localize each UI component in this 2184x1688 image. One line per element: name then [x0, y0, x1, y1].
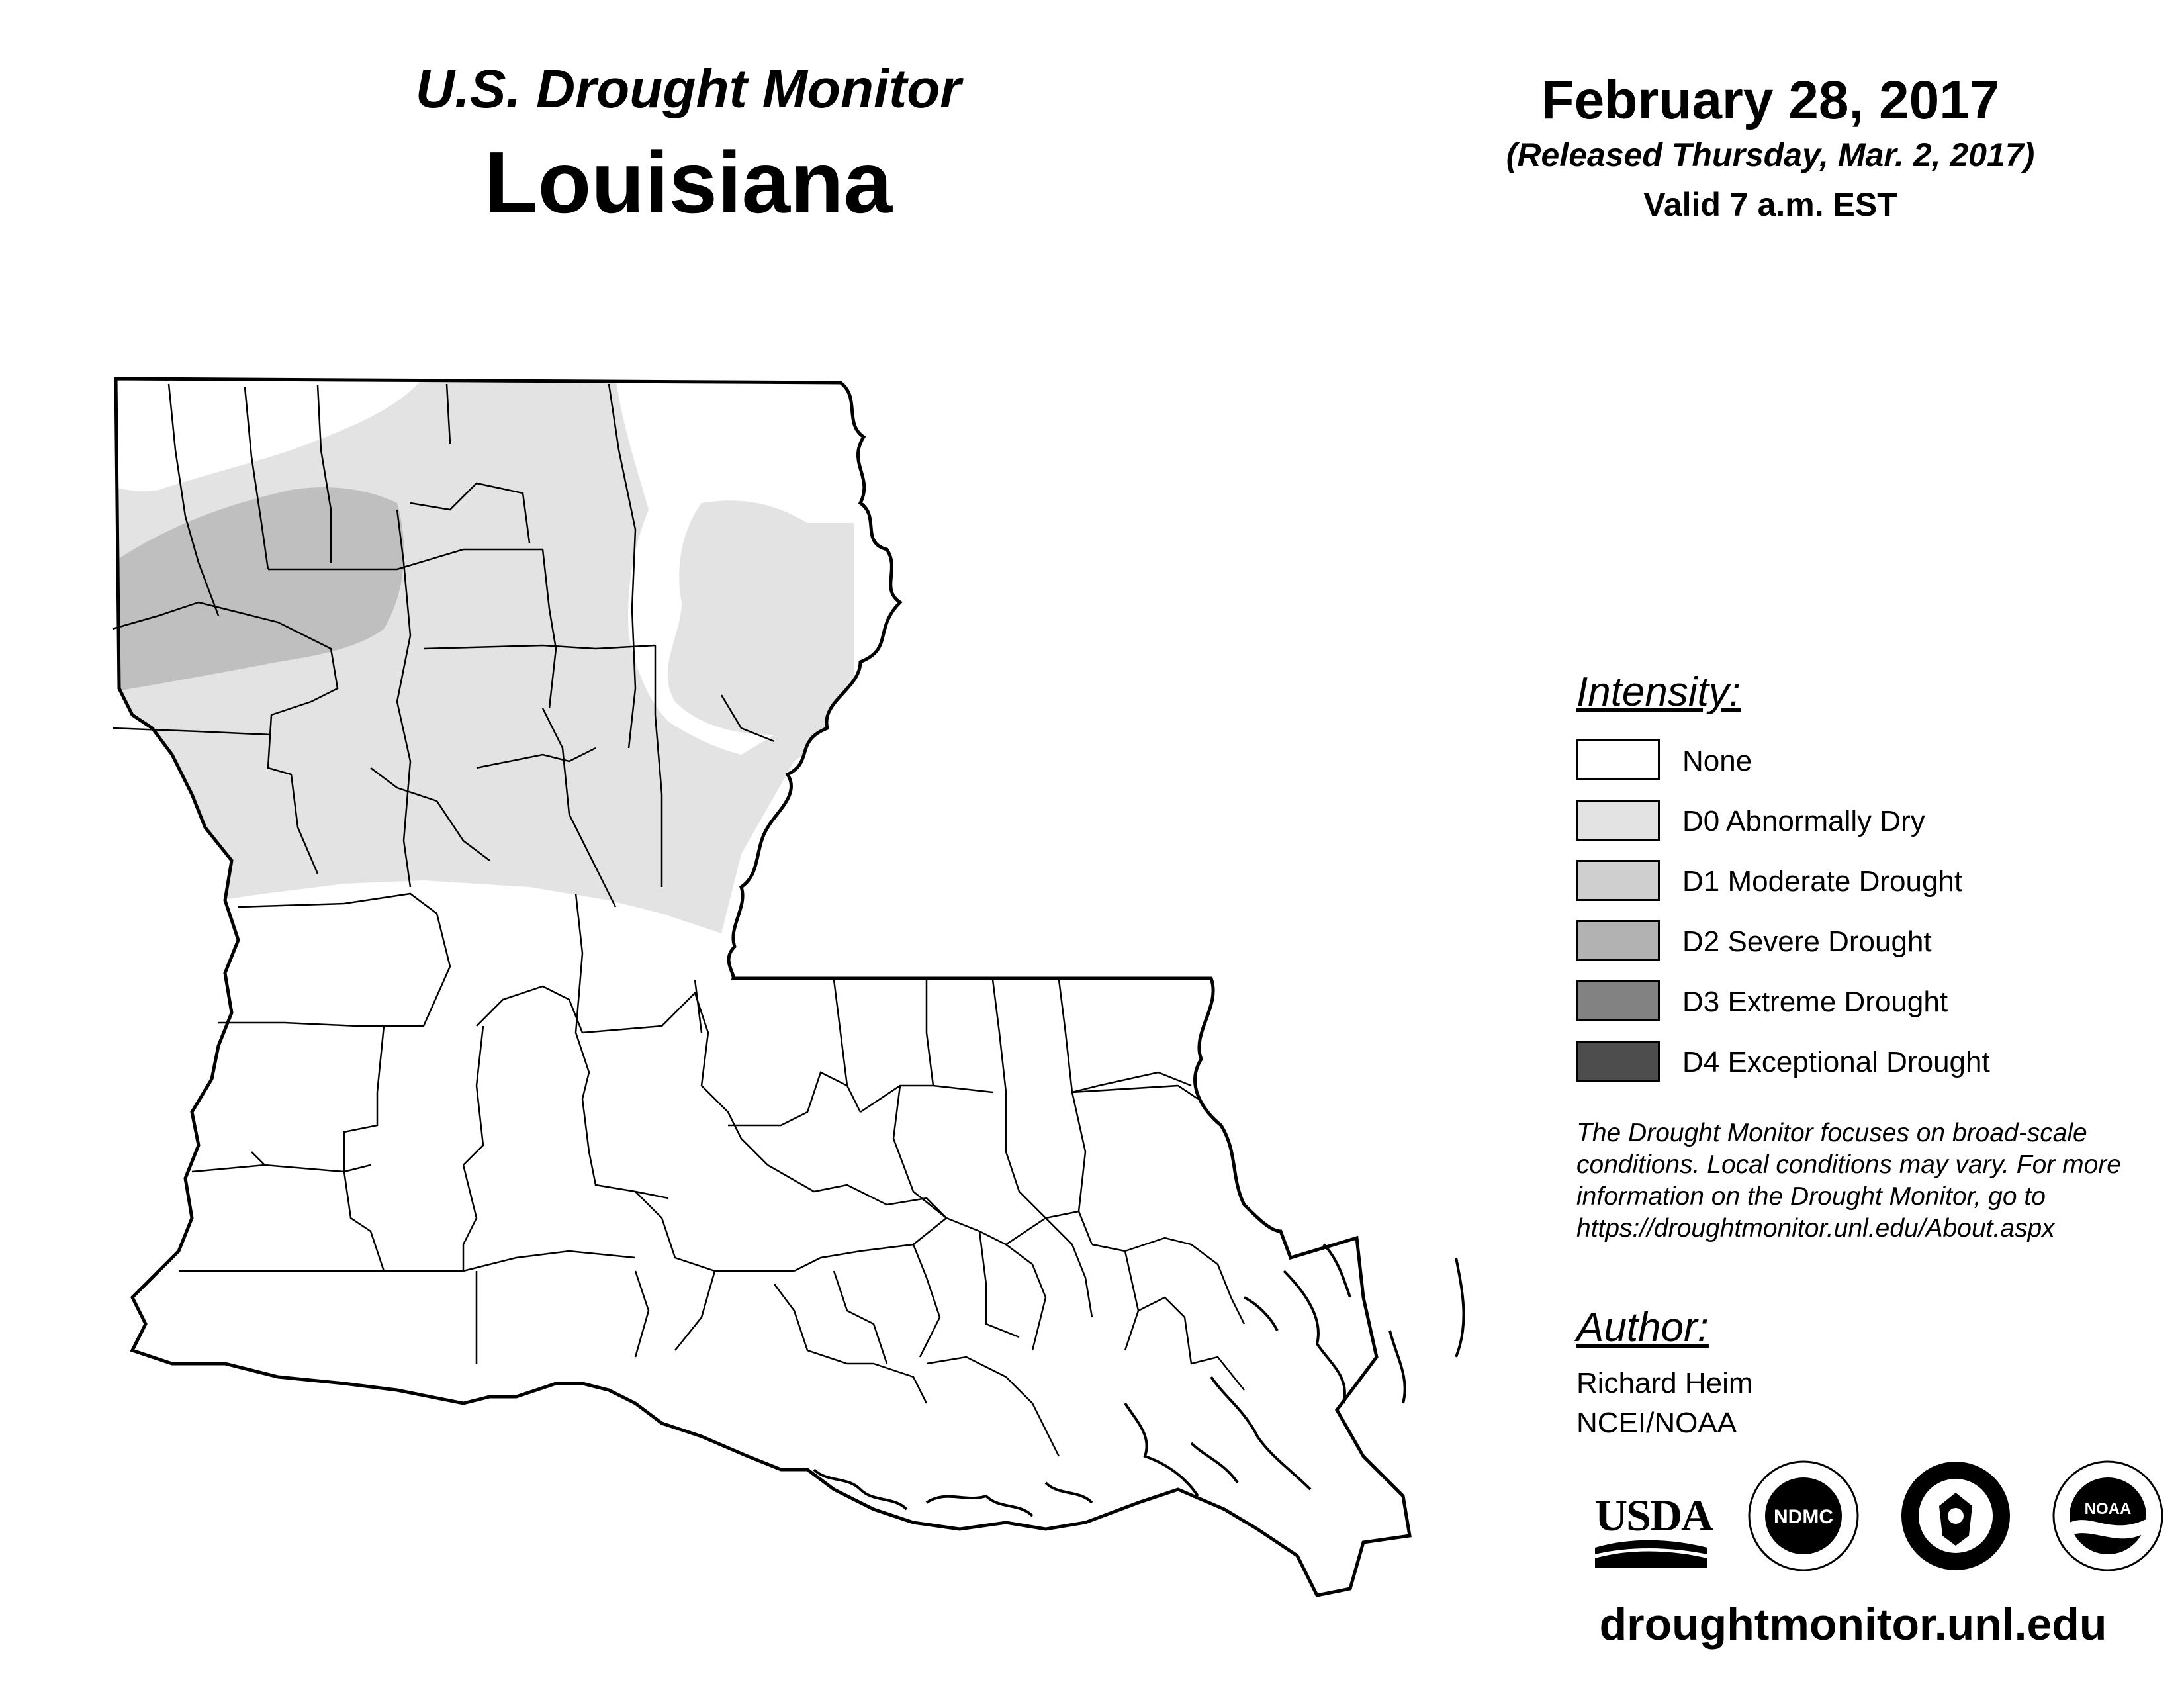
- legend-item-d0: [1576, 800, 2159, 841]
- legend-label-d1: D1 Moderate Drought: [1682, 865, 1963, 898]
- valid-time: Valid 7 a.m. EST: [1643, 186, 1897, 223]
- map-date: February 28, 2017: [1541, 70, 2000, 130]
- legend-swatch-none: [1576, 739, 1660, 780]
- legend-swatch-d0: [1576, 800, 1660, 841]
- commerce-seal-logo: [1899, 1460, 2012, 1572]
- legend-label-d0: D0 Abnormally Dry: [1682, 805, 1925, 837]
- legend-heading: Intensity:: [1576, 669, 1741, 715]
- legend-item-none: [1576, 739, 2159, 780]
- legend-item-d3: [1576, 980, 2159, 1021]
- disclaimer-line: The Drought Monitor focuses on broad-scale: [1576, 1119, 2087, 1147]
- disclaimer-line: conditions. Local conditions may vary. For more: [1576, 1150, 2121, 1179]
- noaa-logo-text: NOAA: [2084, 1500, 2132, 1518]
- disclaimer-line: information on the Drought Monitor, go to: [1576, 1182, 2046, 1211]
- legend-label-none: None: [1682, 745, 1752, 777]
- legend-swatch-d4: [1576, 1041, 1660, 1082]
- legend-item-d1: [1576, 860, 2159, 901]
- author-heading: Author:: [1576, 1305, 1709, 1350]
- legend-item-d2: [1576, 920, 2159, 961]
- ndmc-logo-text: NDMC: [1774, 1506, 1833, 1528]
- legend-swatch-d1: [1576, 860, 1660, 901]
- author-org: NCEI/NOAA: [1576, 1407, 1737, 1439]
- legend-swatch-d3: [1576, 980, 1660, 1021]
- site-url[interactable]: droughtmonitor.unl.edu: [1599, 1599, 2107, 1650]
- noaa-logo: [2052, 1460, 2164, 1572]
- disclaimer-text: [1576, 1117, 2172, 1244]
- legend-label-d4: D4 Exceptional Drought: [1682, 1046, 1990, 1078]
- usda-logo-text: USDA: [1595, 1490, 1713, 1540]
- disclaimer-url[interactable]: https://droughtmonitor.unl.edu/About.aspx: [1576, 1214, 2055, 1243]
- usda-logo-mark: [1595, 1534, 1707, 1568]
- state-title: Louisiana: [484, 134, 893, 231]
- usda-logo: [1595, 1489, 1713, 1569]
- legend-item-d4: [1576, 1041, 2159, 1082]
- ndmc-logo: [1747, 1460, 1860, 1572]
- legend-swatch-d2: [1576, 920, 1660, 961]
- legend-label-d3: D3 Extreme Drought: [1682, 986, 1948, 1018]
- release-note: (Released Thursday, Mar. 2, 2017): [1506, 136, 2035, 173]
- legend-label-d2: D2 Severe Drought: [1682, 925, 1932, 958]
- monitor-title: U.S. Drought Monitor: [415, 59, 962, 119]
- author-name: Richard Heim: [1576, 1367, 1753, 1399]
